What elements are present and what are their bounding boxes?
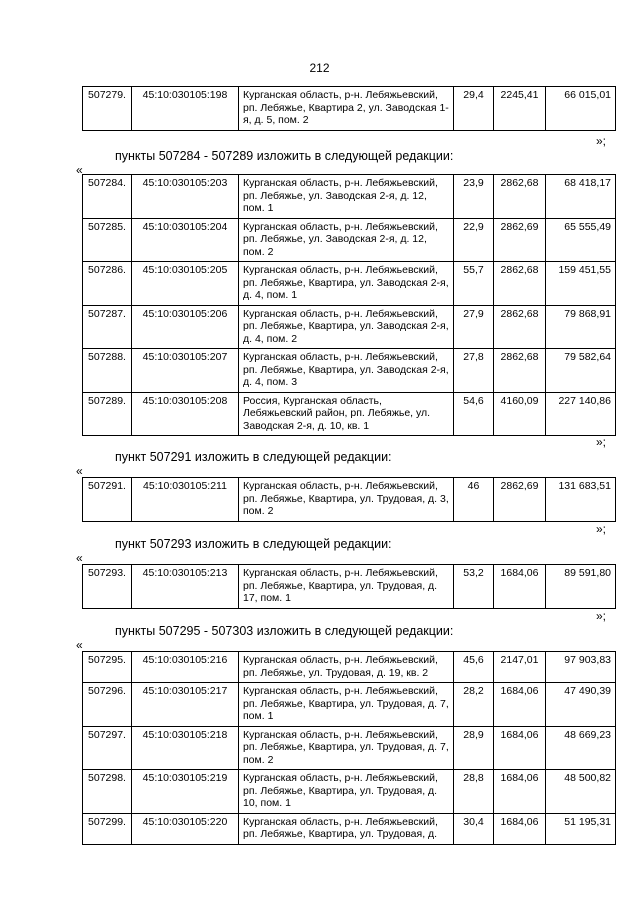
price-per-unit-cell: 2862,69	[494, 478, 546, 522]
address-cell: Курганская область, р-н. Лебяжьевский, рп. Лебяжье, Квартира, ул. Заводская 2-я, д. 4, пом. 1	[239, 262, 454, 306]
property-table	[82, 477, 616, 522]
cadastral-number-cell: 45:10:030105:216	[132, 652, 239, 683]
cadastral-number-cell: 45:10:030105:217	[132, 683, 239, 727]
area-cell: 53,2	[454, 565, 494, 609]
cadastral-number-cell: 45:10:030105:218	[132, 726, 239, 770]
cadastral-number-cell: 45:10:030105:204	[132, 218, 239, 262]
cadastral-number-cell: 45:10:030105:207	[132, 349, 239, 393]
cadastral-number-cell: 45:10:030105:219	[132, 770, 239, 814]
amendment-instruction: пункт 507291 изложить в следующей редакции:	[115, 450, 392, 464]
price-per-unit-cell: 1684,06	[494, 565, 546, 609]
area-cell: 22,9	[454, 218, 494, 262]
area-cell: 30,4	[454, 813, 494, 844]
row-number-cell: 507286.	[83, 262, 132, 306]
price-per-unit-cell: 2862,68	[494, 349, 546, 393]
table-row	[83, 813, 616, 844]
row-number-cell: 507299.	[83, 813, 132, 844]
area-cell: 29,4	[454, 87, 494, 131]
address-cell: Курганская область, р-н. Лебяжьевский, рп. Лебяжье, Квартира, ул. Трудовая, д.	[239, 813, 454, 844]
price-per-unit-cell: 2245,41	[494, 87, 546, 131]
cadastral-number-cell: 45:10:030105:205	[132, 262, 239, 306]
price-per-unit-cell: 1684,06	[494, 813, 546, 844]
cost-cell: 131 683,51	[546, 478, 616, 522]
cadastral-number-cell: 45:10:030105:208	[132, 392, 239, 436]
address-cell: Курганская область, р-н. Лебяжьевский, рп. Лебяжье, Квартира, ул. Заводская 2-я, д. 4, пом. 2	[239, 305, 454, 349]
table-row	[83, 683, 616, 727]
area-cell: 45,6	[454, 652, 494, 683]
cost-cell: 79 868,91	[546, 305, 616, 349]
opening-quote-mark: «	[76, 464, 83, 478]
row-number-cell: 507289.	[83, 392, 132, 436]
address-cell: Курганская область, р-н. Лебяжьевский, рп. Лебяжье, Квартира, ул. Трудовая, д. 3, пом. 2	[239, 478, 454, 522]
closing-quote-mark: »;	[596, 435, 607, 449]
cost-cell: 51 195,31	[546, 813, 616, 844]
address-cell: Курганская область, р-н. Лебяжьевский, рп. Лебяжье, Квартира, ул. Трудовая, д. 17, пом. 1	[239, 565, 454, 609]
cadastral-number-cell: 45:10:030105:220	[132, 813, 239, 844]
cost-cell: 66 015,01	[546, 87, 616, 131]
table-row	[83, 726, 616, 770]
cost-cell: 68 418,17	[546, 175, 616, 219]
area-cell: 28,9	[454, 726, 494, 770]
price-per-unit-cell: 1684,06	[494, 726, 546, 770]
price-per-unit-cell: 4160,09	[494, 392, 546, 436]
amendment-instruction: пункты 507284 - 507289 изложить в следующей редакции:	[115, 149, 454, 163]
address-cell: Курганская область, р-н. Лебяжьевский, рп. Лебяжье, Квартира, ул. Трудовая, д. 7, пом. 2	[239, 726, 454, 770]
closing-quote-mark: »;	[596, 522, 607, 536]
cost-cell: 227 140,86	[546, 392, 616, 436]
row-number-cell: 507296.	[83, 683, 132, 727]
cost-cell: 48 500,82	[546, 770, 616, 814]
page-number: 212	[309, 61, 330, 75]
opening-quote-mark: «	[76, 551, 83, 565]
table-row	[83, 262, 616, 306]
area-cell: 27,8	[454, 349, 494, 393]
price-per-unit-cell: 2862,68	[494, 262, 546, 306]
cost-cell: 48 669,23	[546, 726, 616, 770]
row-number-cell: 507279.	[83, 87, 132, 131]
address-cell: Курганская область, р-н. Лебяжьевский, рп. Лебяжье, ул. Трудовая, д. 19, кв. 2	[239, 652, 454, 683]
area-cell: 28,8	[454, 770, 494, 814]
row-number-cell: 507295.	[83, 652, 132, 683]
table-row	[83, 349, 616, 393]
cost-cell: 79 582,64	[546, 349, 616, 393]
row-number-cell: 507288.	[83, 349, 132, 393]
row-number-cell: 507297.	[83, 726, 132, 770]
opening-quote-mark: «	[76, 163, 83, 177]
row-number-cell: 507298.	[83, 770, 132, 814]
area-cell: 55,7	[454, 262, 494, 306]
address-cell: Курганская область, р-н. Лебяжьевский, рп. Лебяжье, Квартира, ул. Трудовая, д. 7, пом. 1	[239, 683, 454, 727]
cadastral-number-cell: 45:10:030105:211	[132, 478, 239, 522]
price-per-unit-cell: 2147,01	[494, 652, 546, 683]
cost-cell: 159 451,55	[546, 262, 616, 306]
property-table	[82, 651, 616, 845]
row-number-cell: 507293.	[83, 565, 132, 609]
cadastral-number-cell: 45:10:030105:198	[132, 87, 239, 131]
closing-quote-mark: »;	[596, 134, 607, 148]
table-row	[83, 392, 616, 436]
row-number-cell: 507291.	[83, 478, 132, 522]
address-cell: Курганская область, р-н. Лебяжьевский, рп. Лебяжье, Квартира, ул. Трудовая, д. 10, пом. 1	[239, 770, 454, 814]
area-cell: 23,9	[454, 175, 494, 219]
property-table	[82, 86, 616, 131]
price-per-unit-cell: 2862,69	[494, 218, 546, 262]
price-per-unit-cell: 2862,68	[494, 175, 546, 219]
property-table	[82, 174, 616, 436]
cost-cell: 97 903,83	[546, 652, 616, 683]
cadastral-number-cell: 45:10:030105:206	[132, 305, 239, 349]
address-cell: Курганская область, р-н. Лебяжьевский, рп. Лебяжье, Квартира, ул. Заводская 2-я, д. 4, пом. 3	[239, 349, 454, 393]
table-row	[83, 87, 616, 131]
row-number-cell: 507287.	[83, 305, 132, 349]
cost-cell: 65 555,49	[546, 218, 616, 262]
table-row	[83, 175, 616, 219]
property-table	[82, 564, 616, 609]
area-cell: 54,6	[454, 392, 494, 436]
table-row	[83, 218, 616, 262]
cadastral-number-cell: 45:10:030105:213	[132, 565, 239, 609]
cadastral-number-cell: 45:10:030105:203	[132, 175, 239, 219]
price-per-unit-cell: 1684,06	[494, 770, 546, 814]
row-number-cell: 507284.	[83, 175, 132, 219]
address-cell: Россия, Курганская область, Лебяжьевский район, рп. Лебяжье, ул. Заводская 2-я, д. 10, кв. 1	[239, 392, 454, 436]
area-cell: 46	[454, 478, 494, 522]
amendment-instruction: пункты 507295 - 507303 изложить в следующей редакции:	[115, 624, 454, 638]
address-cell: Курганская область, р-н. Лебяжьевский, рп. Лебяжье, ул. Заводская 2-я, д. 12, пом. 1	[239, 175, 454, 219]
row-number-cell: 507285.	[83, 218, 132, 262]
opening-quote-mark: «	[76, 638, 83, 652]
area-cell: 27,9	[454, 305, 494, 349]
closing-quote-mark: »;	[596, 609, 607, 623]
address-cell: Курганская область, р-н. Лебяжьевский, рп. Лебяжье, Квартира 2, ул. Заводская 1-я, д. 5, пом. 2	[239, 87, 454, 131]
address-cell: Курганская область, р-н. Лебяжьевский, рп. Лебяжье, ул. Заводская 2-я, д. 12, пом. 2	[239, 218, 454, 262]
table-row	[83, 770, 616, 814]
area-cell: 28,2	[454, 683, 494, 727]
price-per-unit-cell: 2862,68	[494, 305, 546, 349]
table-row	[83, 652, 616, 683]
cost-cell: 47 490,39	[546, 683, 616, 727]
cost-cell: 89 591,80	[546, 565, 616, 609]
table-row	[83, 305, 616, 349]
price-per-unit-cell: 1684,06	[494, 683, 546, 727]
amendment-instruction: пункт 507293 изложить в следующей редакции:	[115, 537, 392, 551]
table-row	[83, 565, 616, 609]
table-row	[83, 478, 616, 522]
